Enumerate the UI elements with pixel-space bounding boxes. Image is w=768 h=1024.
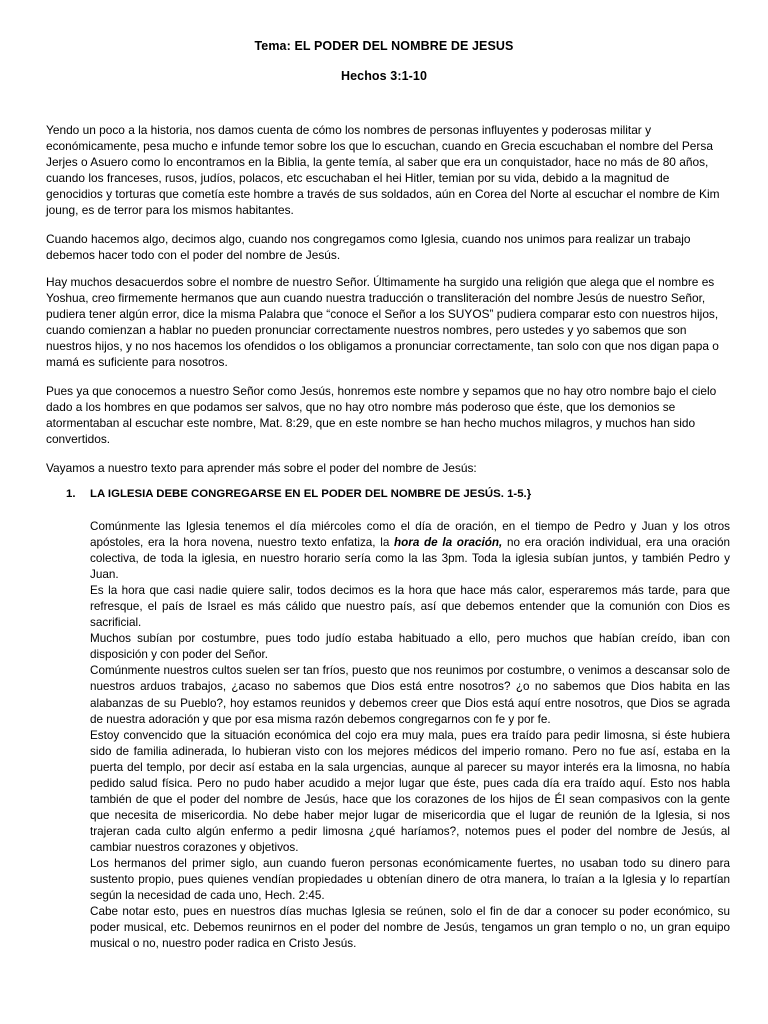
body-paragraph-lame-man: Estoy convencido que la situación económica del cojo era muy mala, pues era traído para pedir limosna, si éste hubiera sido de familia adinerada, lo hubieran visto con los mejores médicos del imperio romano. Pero no fue así, estaba en la puerta del templo, por decir así estaba en la sala urgencias, aunque al parecer su mayor interés era la limosna, no había pedido salud física. Pero no pudo haber acudido a mejor lugar que éste, pues cada día era traído aquí. Esto nos habla también de que el poder del nombre de Jesús, hace que los corazones de los hijos de Él sean compasivos con la gente que necesita de misericordia. No debe haber mejor lugar de misericordia que el lugar de reunión de la Iglesia, si nos trajeran cada culto algún enfermo a pedir limosna ¿qué haríamos?, notemos pues el poder del nombre de Jesús, al cambiar nuestros corazones y objetivos. bbox=[90, 728, 730, 854]
prayer-hour-text-before: Comúnmente las Iglesia tenemos el día miércoles como el día de oración, en el tiempo de Pedro y Juan y los otros apóstoles, era la hora novena, nuestro texto enfatiza, la bbox=[90, 520, 730, 550]
document-title: Tema: EL PODER DEL NOMBRE DE JESUS bbox=[254, 39, 514, 53]
section-1-body bbox=[90, 519, 730, 952]
prayer-hour-emphasis: hora de la oración, bbox=[394, 536, 503, 550]
body-paragraph-sacrificial: Es la hora que casi nadie quiere salir, todos decimos es la hora que hace más calor, esperaremos más tarde, para que refresque, el país de Israel es más cálido que nuestro país, así que debemos entender que la comunión con Dios es sacrificial. bbox=[90, 584, 730, 630]
body-paragraph-first-century: Los hermanos del primer siglo, aun cuando fueron personas económicamente fuertes, no usaban todo su dinero para sustento propio, pues quienes vendían propiedades u obtenían dinero de otra manera, lo traían a la Iglesia y lo repartían según la necesidad de cada uno, Hech. 2:45. bbox=[90, 856, 730, 903]
body-paragraph-cold-services: Comúnmente nuestros cultos suelen ser tan fríos, puesto que nos reunimos por costumbre, o venimos a descansar solo de nuestros arduos trabajos, ¿acaso no sabemos que Dios está entre nosotros? ¿o no sabemos que Dios habita en las alabanzas de su Pueblo?, hoy estamos reunidos y debemos creer que Dios está aquí entre nosotros, que Dios se agrada de nuestra adoración y que por esa misma razón debemos congregarnos con fe y por fe. bbox=[90, 664, 730, 726]
intro-paragraph-transition: Vayamos a nuestro texto para aprender más sobre el poder del nombre de Jesús: bbox=[46, 461, 477, 475]
scripture-reference: Hechos 3:1-10 bbox=[340, 69, 428, 83]
intro-paragraph-name-debate: Hay muchos desacuerdos sobre el nombre de nuestro Señor. Últimamente ha surgido una religión que alega que el nombre es Yoshua, creo firmemente hermanos que aun cuando nuestra traducción o transliteración del nombre Jesús de nuestro Señor, pudiera tener algún error, dice la misma Palabra que “conoce el Señor a los SUYOS” pudiera comparar esto con nuestros hijos, cuando comienzan a hablar no pueden pronunciar correctamente nuestros nombres, pero ustedes y yo sabemos que son nuestros hijos, y no nos hacemos los ofendidos o los obligamos a pronunciar correctamente, tan solo con que nos digan papa o mamá es suficiente para nosotros. bbox=[46, 275, 719, 370]
intro-paragraph-honor-name: Pues ya que conocemos a nuestro Señor como Jesús, honremos este nombre y sepamos que no hay otro nombre bajo el cielo dado a los hombres en que podamos ser salvos, que no hay otro nombre más poderoso que éste, que los demonios se atormentaban al escuchar este nombre, Mat. 8:29, que en este nombre se han hecho muchos milagros, y muchos han sido convertidos. bbox=[46, 384, 717, 447]
body-paragraph-custom: Muchos subían por costumbre, pues todo judío estaba habituado a ello, pero muchos que habían creído, iban con disposición y con poder del Señor. bbox=[90, 632, 730, 662]
section-number: 1. bbox=[66, 488, 76, 500]
prayer-hour-text-after: no era oración individual, era una oración colectiva, de toda la iglesia, en nuestro horario sería como la las 3pm. Toda la iglesia subían juntos, y también Pedro y Juan. bbox=[90, 536, 730, 582]
intro-paragraph-congregate: Cuando hacemos algo, decimos algo, cuando nos congregamos como Iglesia, cuando nos unimos para realizar un trabajo debemos hacer todo con el poder del nombre de Jesús. bbox=[46, 232, 691, 263]
intro-paragraph-history: Yendo un poco a la historia, nos damos cuenta de cómo los nombres de personas influyentes y poderosas militar y económicamente, pesa mucho e infunde temor sobre los que lo escuchan, cuando en Grecia escuchaban el nombre del Persa Jerjes o Asuero como lo encontramos en la Biblia, la gente temía, al saber que era un conquistador, hace no más de 80 años, cuando los franceses, rusos, judíos, polacos, etc escuchaban el hei Hitler, temian por su vida, debido a la magnitud de genocidios y torturas que cometía este hombre a través de sus soldados, aún en Corea del Norte al escuchar el nombre de Kim joung, es de terror para los mismos habitantes. bbox=[46, 123, 720, 218]
section-heading-text: LA IGLESIA DEBE CONGREGARSE EN EL PODER DEL NOMBRE DE JESÚS. 1-5.} bbox=[90, 488, 532, 500]
section-heading-1 bbox=[66, 486, 726, 502]
body-paragraph-power-in-christ: Cabe notar esto, pues en nuestros días muchas Iglesia se reúnen, solo el fin de dar a conocer su poder económico, su poder musical, etc. Debemos reunirnos en el poder del nombre de Jesús, tengamos un gran templo o no, un gran equipo musical o no, nuestro poder radica en Cristo Jesús. bbox=[90, 905, 730, 951]
body-paragraph-prayer-hour bbox=[90, 519, 730, 583]
